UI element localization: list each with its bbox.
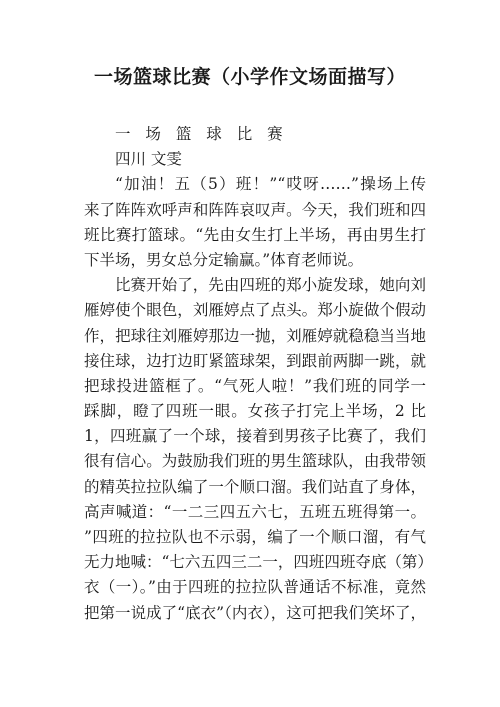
essay-body	[84, 122, 433, 626]
paragraph-line: ”四班的拉拉队也不示弱，编了一个顺口溜，有气	[84, 528, 426, 546]
paragraph-line: 把球投进篮框了。“气死人啦！”我们班的同学一	[84, 376, 426, 395]
essay-heading: 一 场 篮 球 比 赛	[115, 125, 288, 143]
paragraph-line: 接住球，边打边盯紧篮球架，到跟前两脚一跳，就	[84, 351, 426, 370]
paragraph-line: 来了阵阵欢呼声和阵阵哀叹声。今天，我们班和四	[84, 200, 426, 219]
paragraph-line: 作，把球往刘雁婷那边一抛，刘雁婷就稳稳当当地	[84, 326, 426, 345]
paragraph-line: 下半场，男女总分定输赢。”体育老师说。	[84, 250, 364, 269]
paragraph-line: 1，四班赢了一个球，接着到男孩子比赛了，我们	[84, 427, 426, 446]
paragraph-line: 班比赛打篮球。“先由女生打上半场，再由男生打	[84, 225, 426, 244]
paragraph-line: 踩脚，瞪了四班一眼。女孩子打完上半场，2 比	[84, 402, 426, 421]
essay-author: 四川 文雯	[115, 150, 182, 169]
paragraph-line: 衣（一）。”由于四班的拉拉队普通话不标准，竟然	[84, 578, 426, 597]
paragraph-line: 很有信心。为鼓励我们班的男生篮球队，由我带领	[84, 452, 426, 471]
paragraph-line: 的精英拉拉队编了一个顺口溜。我们站直了身体，	[84, 477, 426, 496]
paragraph-line: 比赛开始了，先由四班的郑小旋发球，她向刘	[115, 276, 426, 295]
paragraph-line: 雁婷使个眼色，刘雁婷点了点头。郑小旋做个假动	[84, 301, 426, 320]
document-title: 一场篮球比赛（小学作文场面描写）	[93, 66, 406, 88]
paragraph-line: 无力地喊：“七六五四三二一，四班四班夺底（第）	[84, 553, 433, 572]
paragraph-line: 把第一说成了“底衣”（内衣），这可把我们笑坏了，	[84, 603, 426, 622]
paragraph-line: 高声喊道：“一二三四五六七，五班五班得第一。	[84, 502, 426, 521]
paragraph-line: “加油！五（5）班！”“哎呀……”操场上传	[115, 175, 426, 194]
